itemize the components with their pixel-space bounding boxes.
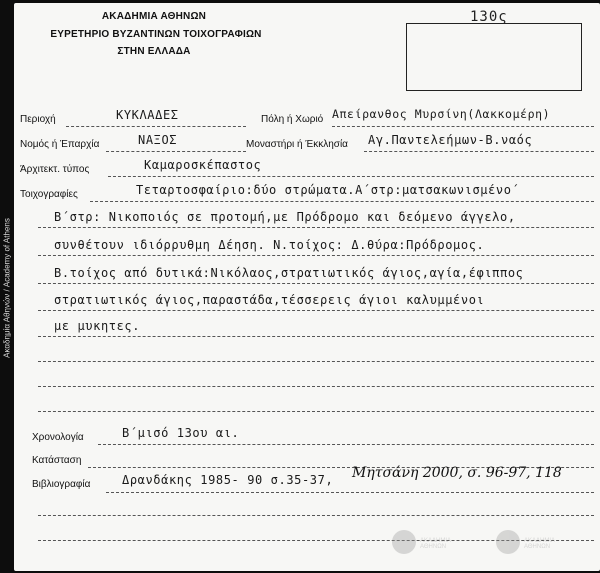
frescoes-rule-7 bbox=[38, 361, 594, 362]
bibliography-line bbox=[106, 492, 594, 493]
prefecture-value: ΝΑΞΟΣ bbox=[138, 133, 178, 147]
church-label: Μοναστήρι ή Έκκλησία bbox=[246, 139, 348, 150]
card-reference-number: 130ς bbox=[470, 9, 508, 25]
dating-line bbox=[98, 444, 594, 445]
frescoes-rule-6 bbox=[38, 336, 594, 337]
frescoes-rule-4 bbox=[38, 283, 594, 284]
frescoes-rule-9 bbox=[38, 411, 594, 412]
frescoes-line-1: Τεταρτοσφαίριο:δύο στρώματα.Α΄στρ:ματσακωνισμένο΄ bbox=[136, 183, 520, 197]
frescoes-rule-3 bbox=[38, 255, 594, 256]
town-value: Απείρανθος Μυρσίνη(Λακκομέρη) bbox=[332, 107, 551, 121]
header-academy: ΑΚΑΔΗΜΙΑ ΑΘΗΝΩΝ bbox=[101, 11, 207, 22]
prefecture-line bbox=[106, 151, 246, 152]
region-label: Περιοχή bbox=[20, 114, 56, 125]
index-card bbox=[14, 3, 600, 571]
academy-emblem-icon bbox=[496, 530, 520, 554]
academy-watermark-1 bbox=[392, 530, 451, 556]
arch-type-value: Καμαροσκέπαστος bbox=[144, 158, 262, 172]
frescoes-line-4: Β.τοίχος από δυτικά:Νικόλαος,στρατιωτικός άγιος,αγία,έφιππος bbox=[54, 266, 524, 280]
arch-type-label: Άρχιτεκτ. τύπος bbox=[20, 164, 90, 175]
region-value: ΚΥΚΛΑΔΕΣ bbox=[116, 108, 179, 122]
academy-emblem-icon bbox=[392, 530, 416, 554]
bibliography-rule-2 bbox=[38, 515, 594, 516]
header-region: ΣΤΗΝ ΕΛΛΑΔΑ bbox=[117, 46, 191, 57]
frescoes-rule-2 bbox=[38, 227, 594, 228]
frescoes-label: Τοιχογραφίες bbox=[20, 189, 78, 200]
bibliography-value: Δρανδάκης 1985- 90 σ.35-37, bbox=[122, 473, 334, 487]
condition-label: Κατάσταση bbox=[32, 455, 82, 466]
town-line bbox=[332, 126, 594, 127]
church-value: Αγ.Παντελεήμων-Β.ναός bbox=[368, 133, 533, 147]
side-caption-text: Ακαδημία Αθηνών / Academy of Athens bbox=[2, 218, 12, 358]
prefecture-label: Νομός ή Έπαρχία bbox=[20, 139, 100, 150]
academy-watermark-2 bbox=[496, 530, 555, 556]
frescoes-line-6: με μυκητες. bbox=[54, 319, 141, 333]
dating-label: Χρονολογία bbox=[32, 432, 84, 443]
photo-frame-box bbox=[406, 23, 582, 91]
region-line bbox=[66, 126, 246, 127]
frescoes-line-5: στρατιωτικός άγιος,παραστάδα,τέσσερεις άγιοι καλυμμένοι bbox=[54, 293, 485, 307]
dating-value: Β΄μισό 13ου αι. bbox=[122, 426, 240, 440]
watermark-text-2: ΑΚΑΔΗΜΙΑ ΑΘΗΝΩΝ bbox=[524, 538, 555, 550]
frescoes-line-3: συνθέτουν ιδιόρρυθμη Δέηση. Ν.τοίχος: Δ.θύρα:Πρόδρομος. bbox=[54, 238, 485, 252]
town-label: Πόλη ή Χωριό bbox=[261, 114, 324, 125]
bibliography-handwritten: Μητσάνη 2000, σ. 96-97, 118 bbox=[352, 465, 562, 481]
frescoes-rule-1 bbox=[90, 201, 594, 202]
watermark-text-1: ΑΚΑΔΗΜΙΑ ΑΘΗΝΩΝ bbox=[420, 538, 451, 550]
header-index-title: ΕΥΡΕΤΗΡΙΟ ΒΥΖΑΝΤΙΝΩΝ ΤΟΙΧΟΓΡΑΦΙΩΝ bbox=[50, 29, 262, 40]
frescoes-rule-5 bbox=[38, 310, 594, 311]
arch-type-line bbox=[108, 176, 594, 177]
side-caption bbox=[0, 4, 14, 572]
church-line bbox=[364, 151, 594, 152]
frescoes-rule-8 bbox=[38, 386, 594, 387]
bibliography-label: Βιβλιογραφία bbox=[32, 479, 91, 490]
frescoes-line-2: Β΄στρ: Νικοποιός σε προτομή,με Πρόδρομο και δεόμενο άγγελο, bbox=[54, 210, 516, 224]
